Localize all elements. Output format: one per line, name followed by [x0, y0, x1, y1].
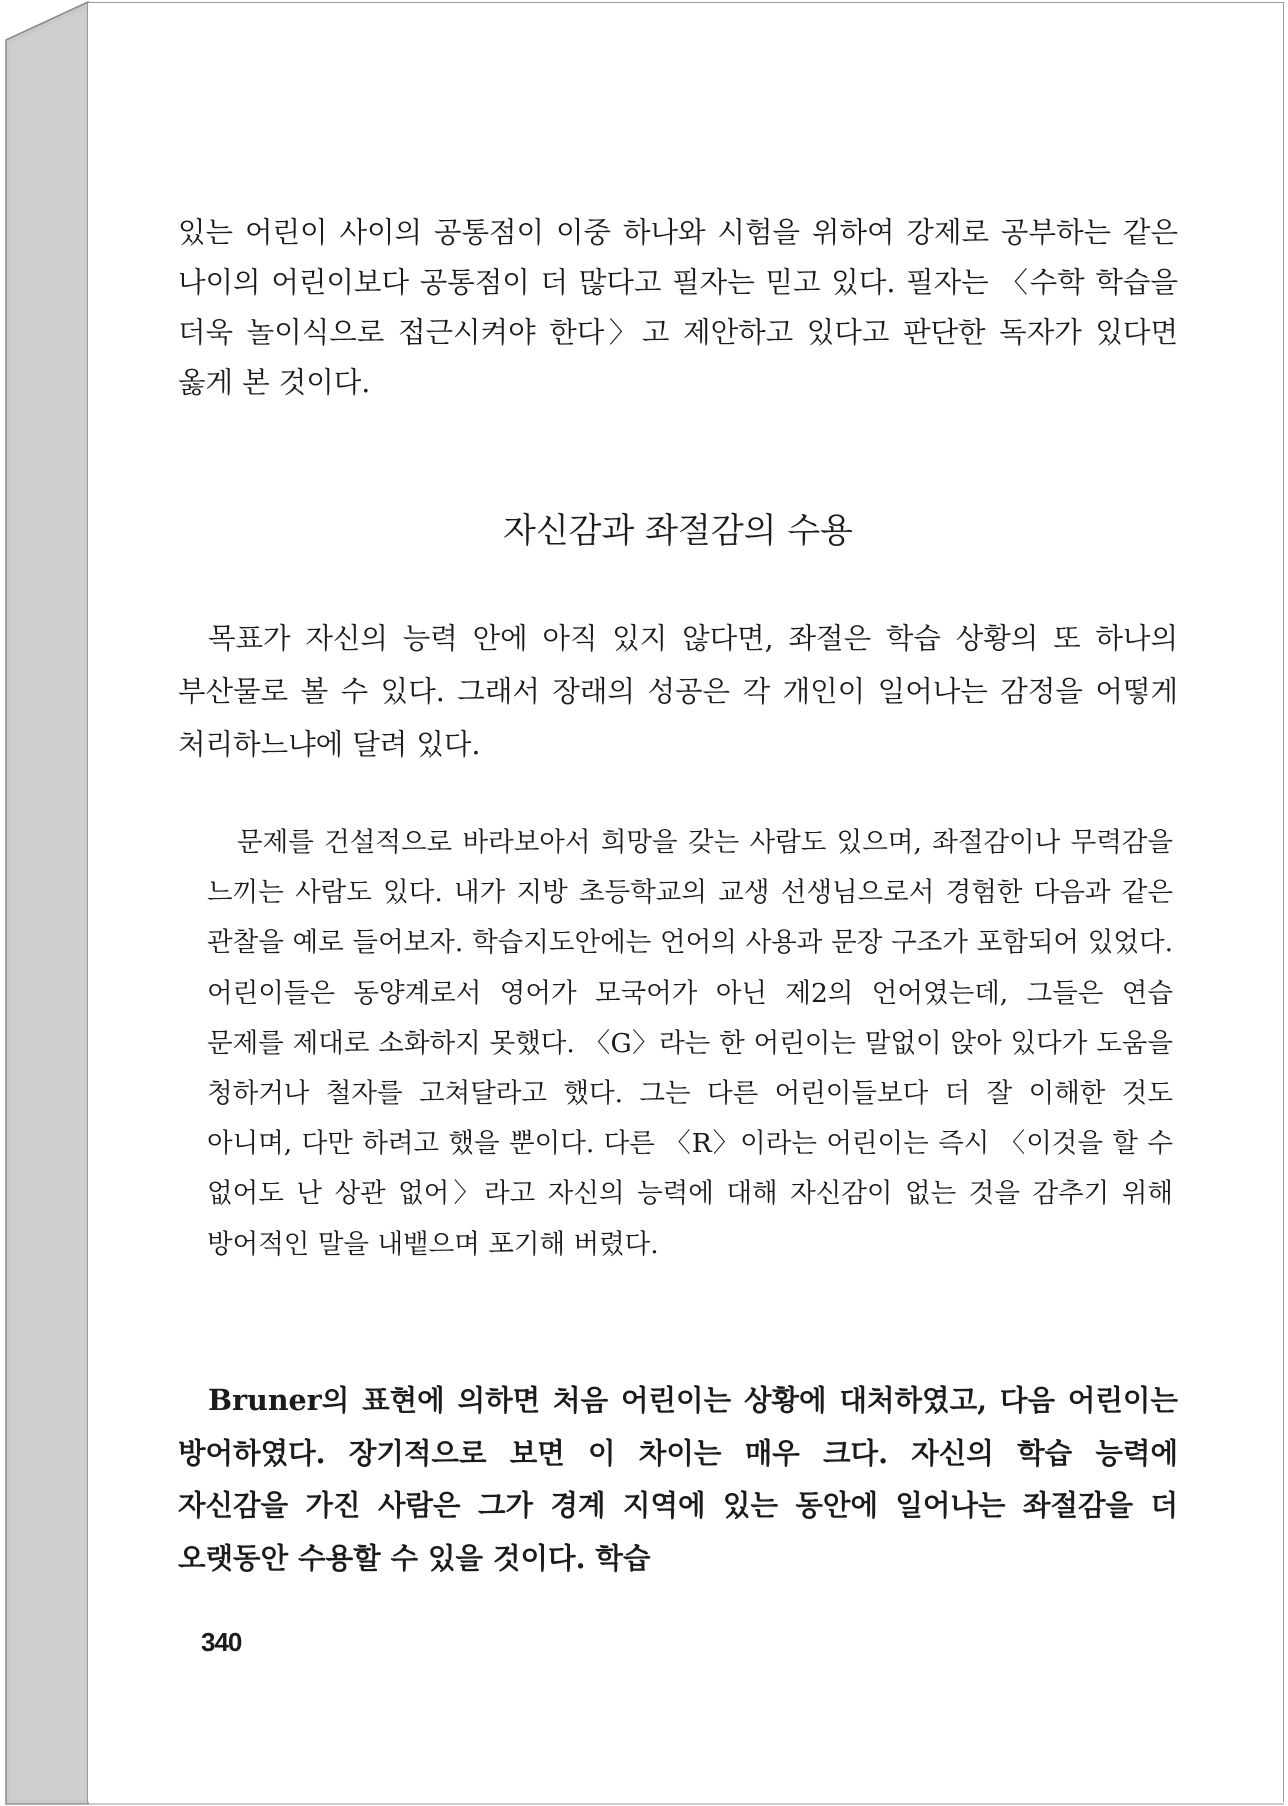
page-number: 340: [201, 1627, 242, 1657]
section-heading: 자신감과 좌절감의 수용: [502, 511, 854, 551]
block-quotation: 문제를 건설적으로 바라보아서 희망을 갖는 사람도 있으며, 좌절감이나 무력감을 느끼는 사람도 있다. 내가 지방 초등학교의 교생 선생님으로서 경험한 다음과 같은 관찰을 예로 들어보자. 학습지도안에는 언어의 사용과 문장 구조가 포함되어 있었다. 어린이들은 동양계로서 영어가 모국어가 아닌 제2의 언어였는데, 그들은 연습 문제를 제대로 소화하지 못했다. 〈G〉라는 한 어린이는 말없이 앉아 있다가 도움을 청하거나 철자를 고쳐달라고 했다. 그는 다른 어린이들보다 더 잘 이해한 것도 아니며, 다만 하려고 했을 뿐이다. 다른 〈R〉이라는 어린이는 즉시 〈이것을 할 수 없어도 난 상관 없어〉라고 자신의 능력에 대해 자신감이 없는 것을 감추기 위해 방어적인 말을 내뱉으며 포기해 버렸다.: [207, 827, 1173, 1260]
paragraph-section-opening: 목표가 자신의 능력 안에 아직 있지 않다면, 좌절은 학습 상황의 또 하나의 부산물로 볼 수 있다. 그래서 장래의 성공은 각 개인이 일어나는 감정을 어떻게 처리하느냐에 달려 있다.: [178, 622, 1178, 761]
paragraph-intro: 있는 어린이 사이의 공통점이 이중 하나와 시험을 위하여 강제로 공부하는 같은 나이의 어린이보다 공통점이 더 많다고 필자는 믿고 있다. 필자는 〈수학 학습을 더욱 놀이식으로 접근시켜야 한다〉고 제안하고 있다고 판단한 독자가 있다면 옳게 본 것이다.: [178, 216, 1178, 399]
paragraph-bruner: Bruner의 표현에 의하면 처음 어린이는 상황에 대처하였고, 다음 어린이는 방어하였다. 장기적으로 보면 이 차이는 매우 크다. 자신의 학습 능력에 자신감을 가진 사람은 그가 경계 지역에 있는 동안에 일어나는 좌절감을 더 오랫동안 수용할 수 있을 것이다. 학습: [178, 1383, 1178, 1575]
